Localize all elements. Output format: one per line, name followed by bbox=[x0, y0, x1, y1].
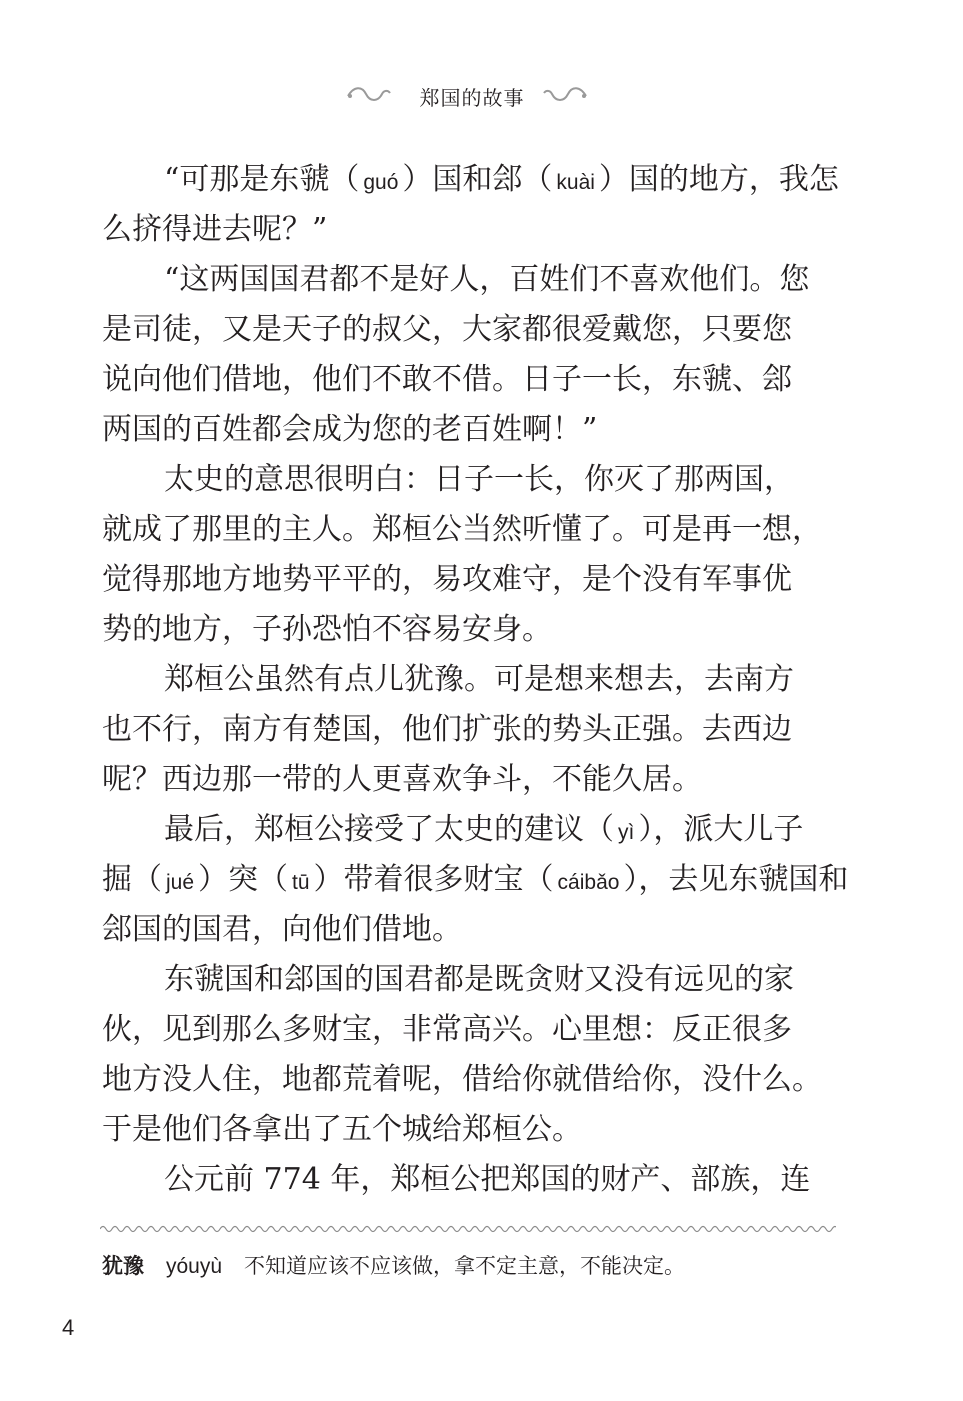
pinyin-annotation: kuài bbox=[556, 171, 595, 194]
text-line bbox=[102, 656, 835, 706]
footnote-divider bbox=[100, 1222, 836, 1236]
footnote-pinyin: yóuyù bbox=[166, 1255, 223, 1278]
text-segment: 两国的百姓都会成为您的老百姓啊！” bbox=[102, 412, 598, 447]
text-line bbox=[102, 706, 835, 756]
text-segment: 也不行，南方有楚国，他们扩张的势头正强。去西边 bbox=[102, 712, 792, 747]
left-ornament-icon bbox=[346, 84, 394, 104]
pinyin-annotation: guó bbox=[363, 171, 399, 194]
text-line bbox=[102, 1156, 835, 1206]
text-segment: 郐国的国君，向他们借地。 bbox=[102, 912, 462, 947]
text-line bbox=[102, 806, 835, 856]
text-segment: 觉得那地方地势平平的，易攻难守，是个没有军事优 bbox=[102, 562, 792, 597]
text-segment: 说向他们借地，他们不敢不借。日子一长，东虢、郐 bbox=[102, 362, 792, 397]
footnote-term: 犹豫 bbox=[102, 1254, 144, 1278]
text-segment: “这两国国君都不是好人，百姓们不喜欢他们。您 bbox=[164, 262, 810, 297]
page-number: 4 bbox=[62, 1315, 75, 1340]
pinyin-annotation: jué bbox=[166, 871, 195, 894]
text-line bbox=[102, 306, 835, 356]
text-segment: 势的地方，子孙恐怕不容易安身。 bbox=[102, 612, 552, 647]
text-segment: “可那是东虢（ bbox=[164, 162, 360, 197]
text-line bbox=[102, 1106, 835, 1156]
text-line bbox=[102, 206, 835, 256]
text-line bbox=[102, 556, 835, 606]
text-segment: 郑桓公虽然有点儿犹豫。可是想来想去，去南方 bbox=[164, 662, 794, 697]
text-line bbox=[102, 856, 849, 906]
text-segment: 公元前 774 年，郑桓公把郑国的财产、部族，连 bbox=[164, 1162, 811, 1197]
body-text bbox=[102, 156, 849, 1206]
text-line bbox=[102, 1006, 835, 1056]
footnote-definition: 不知道应该不应该做，拿不定主意，不能决定。 bbox=[244, 1254, 686, 1278]
pinyin-annotation: yì bbox=[618, 821, 635, 844]
text-line bbox=[102, 906, 835, 956]
text-line bbox=[102, 456, 835, 506]
text-segment: 呢？西边那一带的人更喜欢争斗，不能久居。 bbox=[102, 762, 702, 797]
text-segment: 伙，见到那么多财宝，非常高兴。心里想：反正很多 bbox=[102, 1012, 792, 1047]
text-line bbox=[102, 506, 835, 556]
text-segment: ）带着很多财宝（ bbox=[313, 862, 554, 897]
pinyin-annotation: cáibǎo bbox=[557, 871, 620, 894]
right-ornament-icon bbox=[540, 84, 588, 104]
text-line bbox=[102, 256, 835, 306]
footnote bbox=[102, 1250, 685, 1280]
text-segment: 最后，郑桓公接受了太史的建议（ bbox=[164, 812, 614, 847]
text-line bbox=[102, 406, 835, 456]
text-segment: 于是他们各拿出了五个城给郑桓公。 bbox=[102, 1112, 582, 1147]
text-segment: 太史的意思很明白：日子一长，你灭了那两国， bbox=[164, 462, 794, 497]
text-line bbox=[102, 606, 835, 656]
text-segment: ）国和郐（ bbox=[402, 162, 553, 197]
text-line bbox=[102, 356, 835, 406]
text-segment: ）国的地方，我怎 bbox=[598, 162, 839, 197]
text-segment: ），派大儿子 bbox=[638, 812, 804, 847]
text-line bbox=[102, 156, 839, 206]
pinyin-annotation: tū bbox=[292, 871, 310, 894]
text-segment: ）突（ bbox=[198, 862, 289, 897]
text-segment: 就成了那里的主人。郑桓公当然听懂了。可是再一想， bbox=[102, 512, 822, 547]
text-segment: ），去见东虢国和 bbox=[623, 862, 849, 897]
text-segment: 掘（ bbox=[102, 862, 162, 897]
header-title: 郑国的故事 bbox=[419, 86, 525, 110]
text-segment: 东虢国和郐国的国君都是既贪财又没有远见的家 bbox=[164, 962, 794, 997]
text-segment: 地方没人住，地都荒着呢，借给你就借给你，没什么。 bbox=[102, 1062, 822, 1097]
text-segment: 么挤得进去呢？” bbox=[102, 212, 328, 247]
text-line bbox=[102, 756, 835, 806]
text-line bbox=[102, 956, 835, 1006]
text-line bbox=[102, 1056, 835, 1106]
text-segment: 是司徒，又是天子的叔父，大家都很爱戴您，只要您 bbox=[102, 312, 792, 347]
running-header bbox=[0, 78, 963, 118]
